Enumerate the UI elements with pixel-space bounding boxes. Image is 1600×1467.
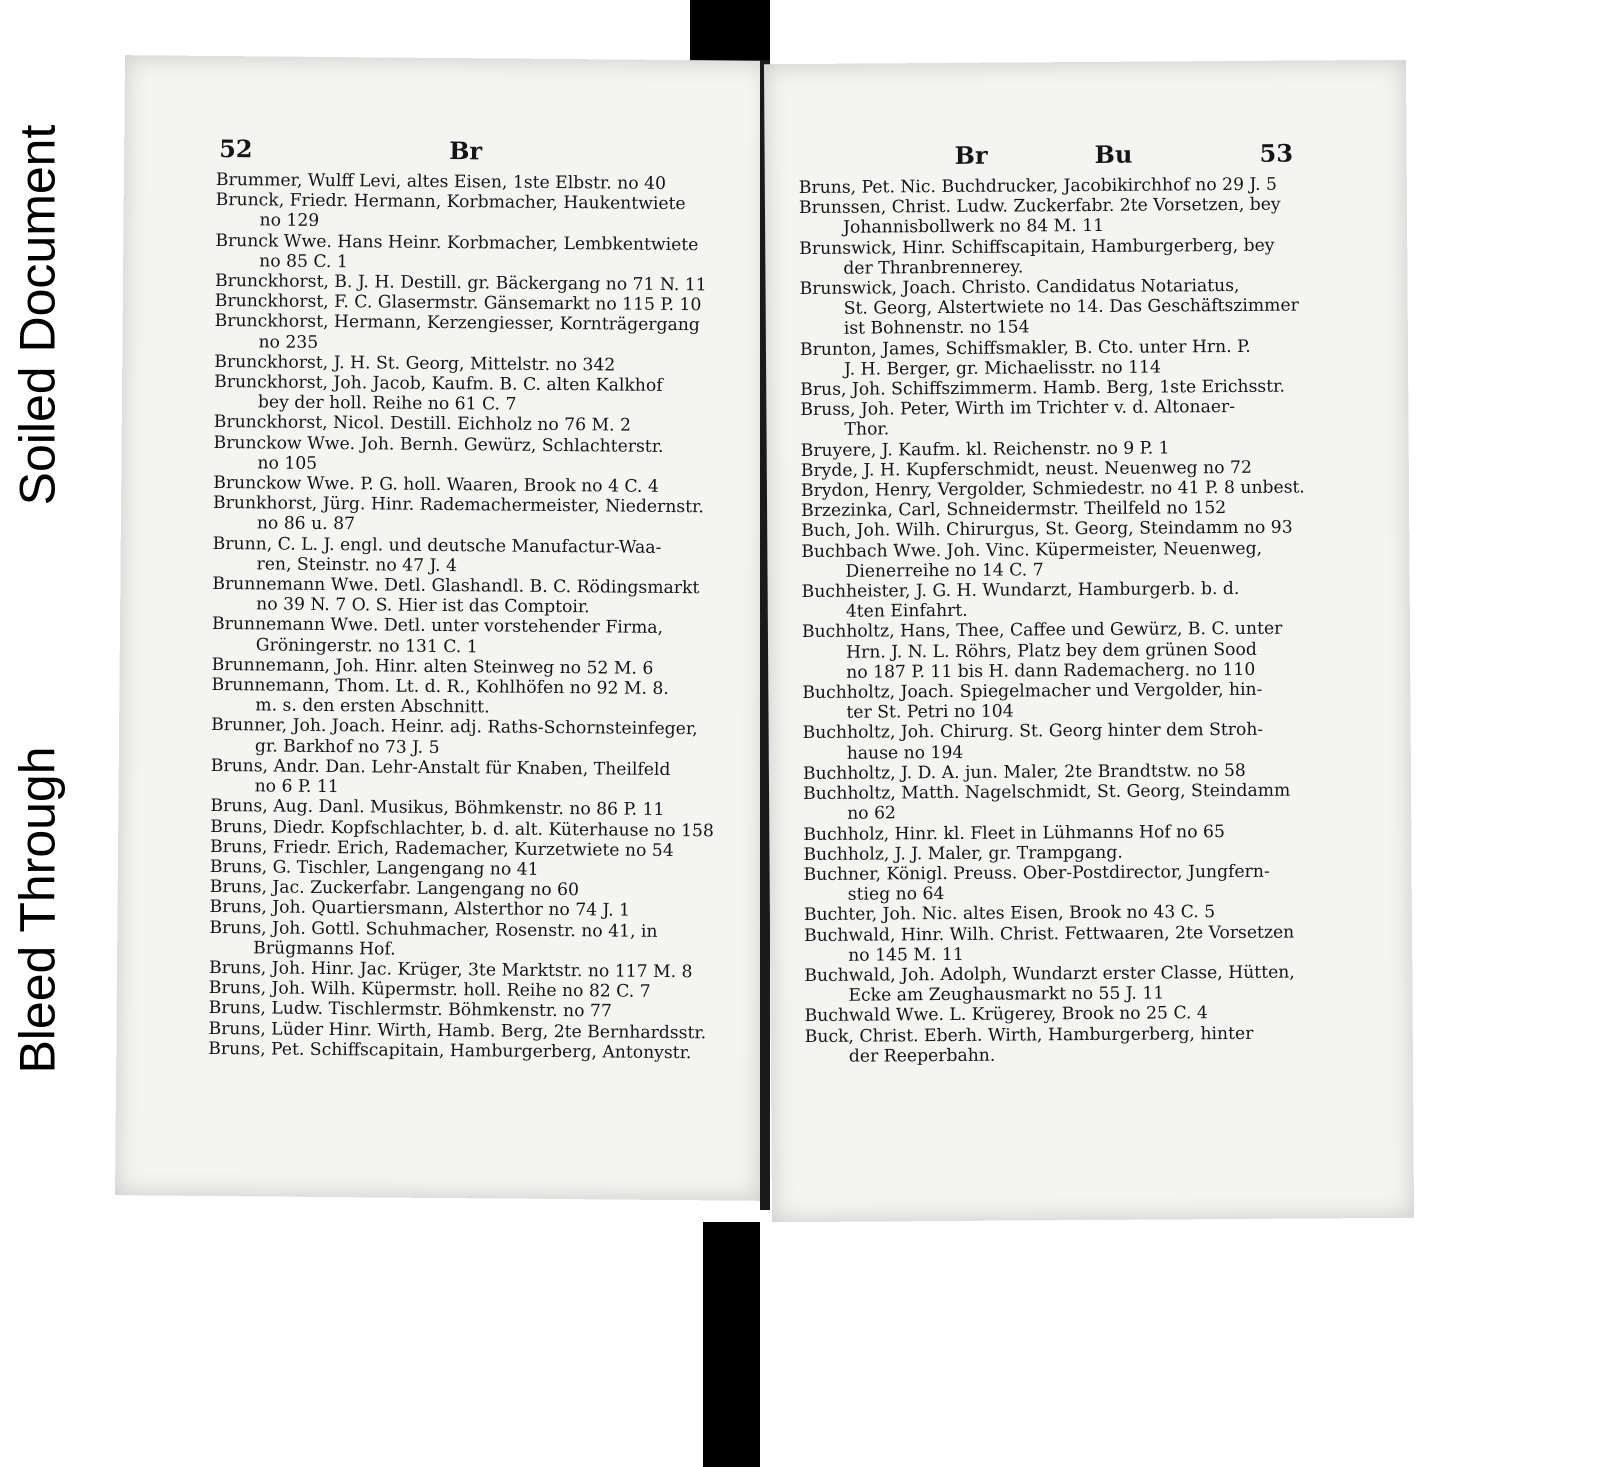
entry-continuation-line: Hrn. J. N. L. Röhrs, Platz bey dem grünen Sood [846, 639, 1257, 663]
bleed-through-text: Bleed Through [9, 746, 66, 1074]
entry-continuation-line: Ecke am Zeughausmarkt no 55 J. 11 [848, 983, 1165, 1006]
entry-line: Brunnemann Wwe. Detl. unter vorstehender Firma, [211, 614, 664, 639]
entry-line: Buchholtz, Hans, Thee, Caffee und Gewürz, B. C. unter [801, 619, 1283, 643]
entry-continuation-line: hause no 194 [846, 742, 964, 764]
directory-entry [804, 861, 1308, 905]
entry-line: Buchholtz, Matth. Nagelschmidt, St. Georg, Steindamm [802, 780, 1291, 805]
entry-continuation-line: 4ten Einfahrt. [845, 601, 968, 622]
running-head-left: Br [449, 136, 483, 166]
entry-line: Bruns, Jac. Zuckerfabr. Langengang no 60 [209, 877, 580, 901]
entry-line: Brus, Joh. Schiffszimmerm. Hamb. Berg, 1ste Erichsstr. [800, 376, 1285, 401]
entry-line: Brunckow Wwe. P. G. holl. Waaren, Brook no 4 C. 4 [213, 473, 659, 497]
entry-continuation-line: no 85 C. 1 [259, 251, 348, 272]
entry-line: Buck, Christ. Eberh. Wirth, Hamburgerberg, hinter [804, 1023, 1254, 1047]
entry-line: Brunckhorst, Hermann, Kerzengiesser, Kornträgergang [214, 311, 700, 336]
binding-bar-bottom [703, 1222, 760, 1467]
entry-line: Brunckhorst, Nicol. Destill. Eichholz no 76 M. 2 [213, 412, 632, 437]
entry-line: Buchholtz, Joach. Spiegelmacher und Vergolder, hin- [802, 679, 1263, 704]
entry-line: Buchwald, Hinr. Wilh. Christ. Fettwaaren, 2te Vorsetzen [803, 922, 1295, 946]
entry-continuation-line: Johannisbollwerk no 84 M. 11 [843, 216, 1105, 239]
entry-continuation-line: St. Georg, Alstertwiete no 14. Das Geschäftszimmer [843, 295, 1299, 319]
entry-line: Buch, Joh. Wilh. Chirurgus, St. Georg, Steindamm no 93 [801, 518, 1293, 542]
left-page [115, 55, 770, 1201]
entry-line: Buchner, Königl. Preuss. Ober-Postdirector, Jungfern- [803, 861, 1270, 885]
entry-continuation-line: bey der holl. Reihe no 61 C. 7 [257, 392, 517, 415]
entry-line: Brunck, Friedr. Hermann, Korbmacher, Haukentwiete [215, 190, 686, 215]
entry-continuation-line: no 129 [259, 210, 320, 232]
directory-entry [211, 675, 715, 720]
entry-line: Brydon, Henry, Vergolder, Schmiedestr. no 41 P. 8 unbest. [800, 477, 1305, 502]
entry-continuation-line: ter St. Petri no 104 [846, 701, 1014, 723]
directory-entry [804, 962, 1308, 1006]
directory-entry [803, 720, 1307, 764]
entry-line: Brunn, C. L. J. engl. und deutsche Manufactur-Waa- [212, 533, 662, 558]
page-number-right: 53 [1259, 138, 1294, 168]
directory-entry [208, 1039, 712, 1064]
entry-line: Brunkhorst, Jürg. Hinr. Rademachermeister, Niedernstr. [212, 493, 704, 518]
directory-entry [801, 538, 1305, 582]
entry-continuation-line: J. H. Berger, gr. Michaelisstr. no 114 [844, 357, 1161, 380]
entry-line: Bruns, Pet. Nic. Buchdrucker, Jacobikirchhof no 29 J. 5 [798, 174, 1277, 199]
entry-line: Bruss, Joh. Peter, Wirth im Trichter v. d. Altonaer- [800, 397, 1236, 421]
entry-continuation-line: ren, Steinstr. no 47 J. 4 [256, 554, 458, 576]
entry-list-right [799, 174, 1309, 1066]
entry-list-left [208, 170, 719, 1063]
directory-entry [209, 917, 713, 962]
entry-line: Brunssen, Christ. Ludw. Zuckerfabr. 2te Vorsetzen, bey [798, 194, 1281, 219]
entry-continuation-line: no 6 P. 11 [254, 776, 339, 798]
directory-entry [213, 493, 717, 538]
entry-continuation-line: stieg no 64 [847, 884, 945, 905]
entry-line: Brunckhorst, F. C. Glasermstr. Gänsemarkt no 115 P. 10 [214, 291, 702, 316]
bleed-through-label [0, 690, 75, 1130]
entry-line: Buchholtz, Joh. Chirurg. St. Georg hinter dem Stroh- [802, 720, 1264, 744]
entry-line: Brunton, James, Schiffsmakler, B. Cto. unter Hrn. P. [799, 336, 1251, 360]
entry-line: Buchter, Joh. Nic. altes Eisen, Brook no 43 C. 5 [803, 902, 1216, 926]
directory-entry [802, 579, 1306, 623]
entry-continuation-line: ist Bohnenstr. no 154 [843, 317, 1030, 340]
directory-entry [211, 756, 715, 801]
right-page [764, 60, 1414, 1222]
entry-line: Bruns, Ludw. Tischlermstr. Böhmkenstr. no 77 [208, 998, 612, 1022]
entry-continuation-line: no 62 [847, 803, 897, 824]
entry-continuation-line: no 235 [258, 332, 319, 353]
entry-line: Brummer, Wulff Levi, altes Eisen, 1ste Elbstr. no 40 [215, 170, 667, 194]
entry-continuation-line: no 39 N. 7 O. S. Hier ist das Comptoir. [256, 594, 590, 618]
entry-line: Brunckow Wwe. Joh. Bernh. Gewürz, Schlachterstr. [213, 432, 664, 457]
soiled-document-label [0, 60, 75, 570]
entry-line: Buchholz, J. J. Maler, gr. Trampgang. [803, 842, 1123, 865]
directory-entry [799, 195, 1303, 239]
entry-continuation-line: der Reeperbahn. [848, 1045, 996, 1067]
entry-continuation-line: no 187 P. 11 bis H. dann Rademacherg. no 110 [846, 659, 1256, 683]
entry-line: Brunckhorst, Joh. Jacob, Kaufm. B. C. alten Kalkhof [214, 372, 663, 396]
directory-entry [804, 922, 1308, 966]
entry-continuation-line: Dienerreihe no 14 C. 7 [845, 560, 1044, 582]
entry-line: Buchwald Wwe. L. Krügerey, Brook no 25 C. 4 [804, 1003, 1208, 1027]
binding-bar-top [690, 0, 770, 68]
entry-line: Brunswick, Joach. Christo. Candidatus Notariatus, [799, 275, 1240, 300]
entry-line: Brunckhorst, J. H. St. Georg, Mittelstr. no 342 [214, 351, 616, 376]
directory-entry [800, 336, 1304, 380]
entry-continuation-line: Brügmanns Hof. [253, 938, 396, 960]
directory-entry [802, 680, 1306, 724]
directory-entry [214, 311, 718, 356]
directory-entry [212, 614, 716, 659]
entry-line: Bruns, Joh. Gottl. Schuhmacher, Rosenstr. no 41, in [209, 917, 658, 942]
entry-line: Bruns, Joh. Quartiersmann, Alsterthor no 74 J. 1 [209, 897, 631, 921]
directory-entry [802, 619, 1306, 683]
entry-continuation-line: der Thranbrennerey. [843, 257, 1024, 279]
running-head-right-first: Br [954, 140, 988, 170]
entry-line: Bruns, Aug. Danl. Musikus, Böhmkenstr. no 86 P. 11 [210, 796, 665, 821]
entry-line: Buchbach Wwe. Joh. Vinc. Küpermeister, Neuenweg, [801, 538, 1263, 562]
directory-entry [212, 534, 716, 579]
directory-entry [215, 231, 719, 276]
entry-line: Brzezinka, Carl, Schneidermstr. Theilfeld no 152 [801, 498, 1227, 522]
entry-line: Brunswick, Hinr. Schiffscapitain, Hamburgerberg, bey [799, 235, 1275, 259]
entry-line: Bruns, Joh. Wilh. Küpermstr. holl. Reihe no 82 C. 7 [208, 978, 651, 1002]
directory-entry [215, 190, 719, 235]
entry-line: Brunner, Joh. Joach. Heinr. adj. Raths-Schornsteinfeger, [211, 715, 698, 740]
entry-continuation-line: Thor. [844, 419, 890, 441]
entry-continuation-line: no 105 [257, 453, 318, 474]
entry-line: Bruns, Pet. Schiffscapitain, Hamburgerberg, Antonystr. [208, 1038, 692, 1063]
entry-line: Buchwald, Joh. Adolph, Wundarzt erster Classe, Hütten, [804, 962, 1295, 986]
soiled-document-text: Soiled Document [9, 124, 66, 506]
entry-line: Bruns, Diedr. Kopfschlachter, b. d. alt. Küterhause no 158 [210, 816, 714, 841]
entry-line: Bruns, Andr. Dan. Lehr-Anstalt für Knaben, Theilfeld [210, 755, 671, 780]
directory-entry [799, 276, 1303, 340]
entry-line: Buchholz, Hinr. kl. Fleet in Lühmanns Hof no 65 [803, 821, 1225, 845]
entry-continuation-line: gr. Barkhof no 73 J. 5 [254, 736, 440, 758]
directory-entry [800, 397, 1304, 441]
directory-entry [212, 574, 716, 619]
entry-line: Bruns, Joh. Hinr. Jac. Krüger, 3te Marktstr. no 117 M. 8 [208, 957, 693, 983]
directory-entry [214, 372, 718, 417]
entry-line: Bruns, Lüder Hinr. Wirth, Hamb. Berg, 2te Bernhardsstr. [208, 1018, 707, 1043]
entry-continuation-line: m. s. den ersten Abschnitt. [255, 695, 490, 718]
entry-line: Bruns, G. Tischler, Langengang no 41 [209, 856, 539, 880]
entry-line: Buchheister, J. G. H. Wundarzt, Hamburgerb. b. d. [801, 579, 1240, 603]
entry-line: Buchholtz, J. D. A. jun. Maler, 2te Brandtstw. no 58 [802, 760, 1246, 784]
entry-continuation-line: no 86 u. 87 [256, 513, 356, 535]
entry-line: Brunnemann, Thom. Lt. d. R., Kohlhöfen no 92 M. 8. [211, 675, 669, 700]
directory-entry [801, 478, 1305, 502]
entry-line: Bruns, Friedr. Erich, Rademacher, Kurzetwiete no 54 [209, 836, 674, 861]
entry-line: Brunnemann, Joh. Hinr. alten Steinweg no 52 M. 6 [211, 654, 654, 679]
entry-line: Brunck Wwe. Hans Heinr. Korbmacher, Lembkentwiete [215, 230, 699, 255]
directory-entry [803, 781, 1307, 825]
directory-entry [805, 1023, 1309, 1067]
entry-line: Bryde, J. H. Kupferschmidt, neust. Neuenweg no 72 [800, 457, 1252, 481]
entry-continuation-line: no 145 M. 11 [848, 944, 964, 966]
directory-entry [211, 715, 715, 760]
entry-line: Brunnemann Wwe. Detl. Glashandl. B. C. Rödingsmarkt [212, 574, 700, 599]
page-number-left: 52 [219, 134, 253, 164]
running-head-right-second: Bu [1094, 139, 1133, 169]
entry-line: Bruyere, J. Kaufm. kl. Reichenstr. no 9 P. 1 [800, 438, 1170, 461]
directory-entry [799, 235, 1303, 279]
directory-entry [213, 433, 717, 478]
entry-continuation-line: Gröningerstr. no 131 C. 1 [255, 635, 478, 657]
entry-line: Brunckhorst, B. J. H. Destill. gr. Bäckergang no 71 N. 11 [214, 271, 707, 296]
